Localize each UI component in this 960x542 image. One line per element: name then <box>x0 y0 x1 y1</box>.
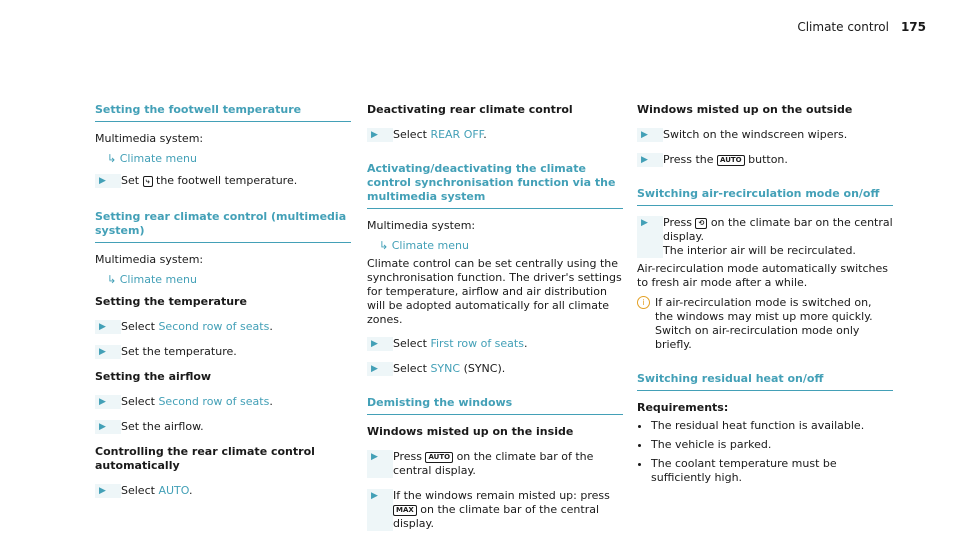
max-defrost-icon: MAX <box>393 505 417 516</box>
climate-menu-link[interactable]: Climate menu <box>119 273 197 286</box>
first-row-link[interactable]: First row of seats <box>430 337 524 350</box>
step-press-max: ▶ If the windows remain misted up: press MAX on the climate bar of the central display. <box>367 489 623 531</box>
info-note: i If air-recirculation mode is switched on, the windows may mist up more quickly. Switch on air-recirculation mode only briefly. <box>637 296 893 352</box>
heading-demist: Demisting the windows <box>367 396 623 415</box>
multimedia-label: Multimedia system: <box>95 253 204 266</box>
subheading-deactivate: Deactivating rear climate control <box>367 103 573 116</box>
menu-path-climate: ↳ Climate menu <box>107 273 197 286</box>
list-item: • The residual heat function is available. <box>651 419 893 433</box>
arrow-icon: ▶ <box>95 345 121 359</box>
recirc-note: Air-recirculation mode automatically switches to fresh air mode after a while. <box>637 262 888 289</box>
step-press-auto-button: ▶ Press the AUTO button. <box>637 153 893 167</box>
auto-link[interactable]: AUTO <box>158 484 189 497</box>
multimedia-label: Multimedia system: <box>95 132 204 145</box>
section-title: Climate control <box>797 20 889 34</box>
arrow-icon: ▶ <box>95 320 121 334</box>
sync-link[interactable]: SYNC <box>430 362 461 375</box>
step-rear-off: ▶ Select REAR OFF. <box>367 128 623 142</box>
step-select-second-row-2: ▶ Select Second row of seats. <box>95 395 351 409</box>
arrow-icon: ▶ <box>637 128 663 142</box>
step-set-footwell: ▶ Set ⤷ the footwell temperature. <box>95 174 351 188</box>
recirculation-icon: ⟲ <box>695 218 707 229</box>
subheading-auto: Controlling the rear climate control automatically <box>95 445 315 472</box>
list-item: • The vehicle is parked. <box>651 438 893 452</box>
sync-description: Climate control can be set centrally using the synchronisation function. The driver's settings for temperature, airflow and air distribution will be adopted automatically for all climate zones. <box>367 257 622 326</box>
climate-menu-link[interactable]: Climate menu <box>119 152 197 165</box>
heading-sync: Activating/deactivating the climate control synchronisation function via the multimedia system <box>367 162 623 209</box>
requirements-label: Requirements: <box>637 401 729 414</box>
column-1 <box>95 103 351 509</box>
arrow-icon: ▶ <box>367 337 393 351</box>
step-wipers: ▶ Switch on the windscreen wipers. <box>637 128 893 142</box>
climate-menu-link[interactable]: Climate menu <box>391 239 469 252</box>
rear-off-link[interactable]: REAR OFF <box>430 128 484 141</box>
step-select-auto: ▶ Select AUTO. <box>95 484 351 498</box>
step-press-auto: ▶ Press AUTO on the climate bar of the central display. <box>367 450 623 478</box>
arrow-icon: ▶ <box>637 216 663 258</box>
arrow-icon: ▶ <box>367 450 393 478</box>
subheading-airflow: Setting the airflow <box>95 370 212 383</box>
step-select-second-row: ▶ Select Second row of seats. <box>95 320 351 334</box>
menu-path-climate: ↳ Climate menu <box>379 239 469 252</box>
heading-footwell: Setting the footwell temperature <box>95 103 351 122</box>
auto-icon: AUTO <box>717 155 745 166</box>
subheading-outside: Windows misted up on the outside <box>637 103 853 116</box>
step-sync: ▶ Select SYNC (SYNC). <box>367 362 623 376</box>
arrow-icon: ▶ <box>95 174 121 188</box>
arrow-icon: ▶ <box>367 128 393 142</box>
arrow-icon: ▶ <box>95 420 121 434</box>
heading-rear-climate: Setting rear climate control (multimedia system) <box>95 210 351 243</box>
step-first-row: ▶ Select First row of seats. <box>367 337 623 351</box>
heading-residual-heat: Switching residual heat on/off <box>637 372 893 391</box>
multimedia-label: Multimedia system: <box>367 219 476 232</box>
page-number: 175 <box>900 20 926 34</box>
arrow-icon: ▶ <box>367 489 393 531</box>
heading-recirculation: Switching air-recirculation mode on/off <box>637 187 893 206</box>
column-3 <box>637 103 893 490</box>
list-item: • The coolant temperature must be sufficiently high. <box>651 457 893 485</box>
step-set-temperature: ▶ Set the temperature. <box>95 345 351 359</box>
arrow-icon: ▶ <box>95 484 121 498</box>
arrow-icon: ▶ <box>637 153 663 167</box>
second-row-link[interactable]: Second row of seats <box>158 395 270 408</box>
page-header <box>797 20 926 34</box>
info-icon: i <box>637 296 650 309</box>
menu-path-climate: ↳ Climate menu <box>107 152 197 165</box>
footwell-icon: ⤷ <box>143 176 153 187</box>
step-press-recirc: ▶ Press ⟲ on the climate bar on the central display. The interior air will be recirculated. <box>637 216 893 258</box>
arrow-icon: ▶ <box>95 395 121 409</box>
step-set-airflow: ▶ Set the airflow. <box>95 420 351 434</box>
column-2 <box>367 103 623 542</box>
subheading-inside: Windows misted up on the inside <box>367 425 574 438</box>
subheading-temperature: Setting the temperature <box>95 295 247 308</box>
requirements-list <box>637 419 893 485</box>
auto-icon: AUTO <box>425 452 453 463</box>
arrow-icon: ▶ <box>367 362 393 376</box>
second-row-link[interactable]: Second row of seats <box>158 320 270 333</box>
